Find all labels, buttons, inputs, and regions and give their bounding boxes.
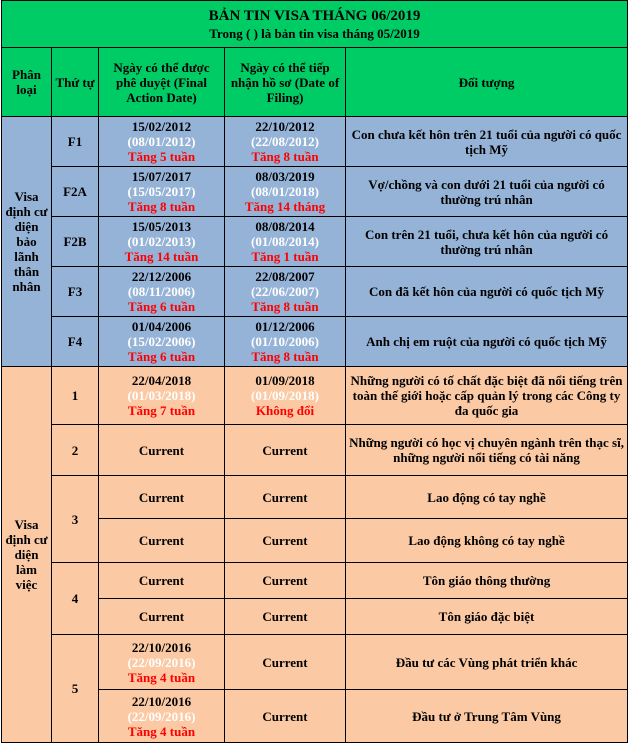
- order-cell: F3: [52, 267, 99, 317]
- date-value: 22/12/2006: [131, 269, 192, 284]
- table-row: [2, 367, 628, 425]
- filing-date-cell: Current: [225, 476, 346, 519]
- final-action-cell: Current: [99, 476, 225, 519]
- date-value: 08/08/2014: [255, 219, 315, 234]
- previous-date: (01/02/2013): [127, 234, 196, 249]
- final-action-cell: [99, 117, 225, 167]
- date-value: 15/02/2012: [131, 119, 192, 134]
- filing-date-cell: Current: [225, 563, 346, 599]
- column-header-order: Thứ tự: [52, 48, 99, 117]
- final-action-cell: [99, 267, 225, 317]
- previous-date: (08/01/2012): [127, 134, 196, 149]
- subject-cell: Tôn giáo đặc biệt: [346, 599, 628, 635]
- table-row: [2, 635, 628, 690]
- order-cell: 4: [52, 563, 99, 635]
- previous-date: (22/06/2007): [251, 284, 319, 299]
- change-note: Tăng 4 tuần: [127, 723, 196, 739]
- final-action-cell: [99, 317, 225, 367]
- subject-cell: Những người có tố chất đặc biệt đã nổi tiếng trên toàn thế giới hoặc cấp quản lý trong các Công ty đa quốc gia: [346, 367, 628, 425]
- final-action-cell: Current: [99, 599, 225, 635]
- date-value: 01/04/2006: [131, 319, 192, 334]
- bulletin-title: BẢN TIN VISA THÁNG 06/2019: [208, 7, 421, 24]
- filing-date-cell: Current: [225, 519, 346, 563]
- change-note: Tăng 8 tuần: [251, 349, 319, 364]
- subject-cell: Con trên 21 tuổi, chưa kết hôn của người có thường trú nhân: [346, 217, 628, 267]
- order-cell: 1: [52, 367, 99, 425]
- previous-date: (22/09/2016): [127, 654, 196, 670]
- final-action-cell: Current: [99, 563, 225, 599]
- previous-date: (22/08/2012): [251, 134, 319, 149]
- subject-cell: Con chưa kết hôn trên 21 tuổi của người có quốc tịch Mỹ: [346, 117, 628, 167]
- date-value: 15/05/2013: [131, 219, 192, 234]
- table-row: [2, 425, 628, 476]
- order-cell: F1: [52, 117, 99, 167]
- change-note: Tăng 6 tuần: [127, 349, 196, 364]
- previous-date: (15/02/2006): [127, 334, 196, 349]
- filing-date-cell: [225, 117, 346, 167]
- date-value: 22/10/2012: [255, 119, 315, 134]
- filing-date-cell: Current: [225, 425, 346, 476]
- order-cell: F4: [52, 317, 99, 367]
- final-action-cell: Current: [99, 519, 225, 563]
- table-row: [2, 563, 628, 599]
- subject-cell: Lao động có tay nghề: [346, 476, 628, 519]
- column-header-date-of-filing: Ngày có thể tiếp nhận hồ sơ (Date of Filing): [225, 48, 346, 117]
- column-header-subject: Đối tượng: [346, 48, 628, 117]
- subject-cell: Vợ/chồng và con dưới 21 tuổi của người có thường trú nhân: [346, 167, 628, 217]
- column-header-final-action-date: Ngày có thể được phê duyệt (Final Action Date): [99, 48, 225, 117]
- filing-date-cell: [225, 317, 346, 367]
- table-row: [2, 317, 628, 367]
- date-value: 22/08/2007: [255, 269, 315, 284]
- table-row: [2, 117, 628, 167]
- subject-cell: Đầu tư các Vùng phát triển khác: [346, 635, 628, 690]
- previous-date: (01/09/2018): [251, 388, 319, 403]
- final-action-cell: [99, 367, 225, 425]
- change-note: Không đổi: [255, 403, 315, 418]
- table-row: [2, 167, 628, 217]
- previous-date: (22/09/2016): [127, 708, 196, 724]
- table-row: [2, 476, 628, 519]
- previous-date: (15/05/2017): [127, 184, 196, 199]
- final-action-cell: [99, 690, 225, 743]
- change-note: Tăng 7 tuần: [127, 403, 196, 418]
- filing-date-cell: [225, 367, 346, 425]
- bulletin-header: [2, 1, 628, 48]
- table-row: [2, 267, 628, 317]
- change-note: Tăng 8 tuần: [251, 149, 319, 164]
- change-note: Tăng 1 tuần: [251, 249, 319, 264]
- date-value: 22/10/2016: [131, 693, 192, 709]
- subject-cell: Lao động không có tay nghề: [346, 519, 628, 563]
- subject-cell: Con đã kết hôn của người có quốc tịch Mỹ: [346, 267, 628, 317]
- filing-date-cell: Current: [225, 690, 346, 743]
- table-row: [2, 217, 628, 267]
- date-value: 08/03/2019: [255, 169, 315, 184]
- subject-cell: Tôn giáo thông thường: [346, 563, 628, 599]
- subject-cell: Anh chị em ruột của người có quốc tịch Mỹ: [346, 317, 628, 367]
- final-action-cell: [99, 635, 225, 690]
- filing-date-cell: [225, 217, 346, 267]
- filing-date-cell: Current: [225, 635, 346, 690]
- category-family: Visa định cư diện bảo lãnh thân nhân: [2, 117, 52, 367]
- date-value: 01/12/2006: [255, 319, 315, 334]
- visa-bulletin-table: [1, 0, 628, 743]
- change-note: Tăng 14 tháng: [244, 199, 326, 214]
- bulletin-subtitle: Trong ( ) là bản tin visa tháng 05/2019: [209, 25, 420, 41]
- order-cell: F2A: [52, 167, 99, 217]
- order-cell: F2B: [52, 217, 99, 267]
- change-note: Tăng 6 tuần: [127, 299, 196, 314]
- date-value: 01/09/2018: [255, 373, 315, 388]
- previous-date: (01/10/2006): [251, 334, 319, 349]
- final-action-cell: Current: [99, 425, 225, 476]
- previous-date: (01/08/2014): [251, 234, 319, 249]
- filing-date-cell: [225, 267, 346, 317]
- category-employment: Visa định cư diện làm việc: [2, 367, 52, 743]
- previous-date: (08/11/2006): [127, 284, 196, 299]
- change-note: Tăng 8 tuần: [251, 299, 319, 314]
- order-cell: 5: [52, 635, 99, 743]
- change-note: Tăng 4 tuần: [127, 669, 196, 685]
- order-cell: 3: [52, 476, 99, 563]
- final-action-cell: [99, 167, 225, 217]
- change-note: Tăng 8 tuần: [127, 199, 196, 214]
- date-value: 15/07/2017: [131, 169, 192, 184]
- date-value: 22/04/2018: [131, 373, 192, 388]
- change-note: Tăng 14 tuần: [124, 249, 199, 264]
- filing-date-cell: Current: [225, 599, 346, 635]
- filing-date-cell: [225, 167, 346, 217]
- previous-date: (08/01/2018): [251, 184, 319, 199]
- order-cell: 2: [52, 425, 99, 476]
- subject-cell: Đầu tư ở Trung Tâm Vùng: [346, 690, 628, 743]
- previous-date: (01/03/2018): [127, 388, 196, 403]
- final-action-cell: [99, 217, 225, 267]
- subject-cell: Những người có học vị chuyên ngành trên thạc sĩ, những người nổi tiếng có tài năng: [346, 425, 628, 476]
- date-value: 22/10/2016: [131, 639, 192, 655]
- column-header-category: Phân loại: [2, 48, 52, 117]
- change-note: Tăng 5 tuần: [127, 149, 196, 164]
